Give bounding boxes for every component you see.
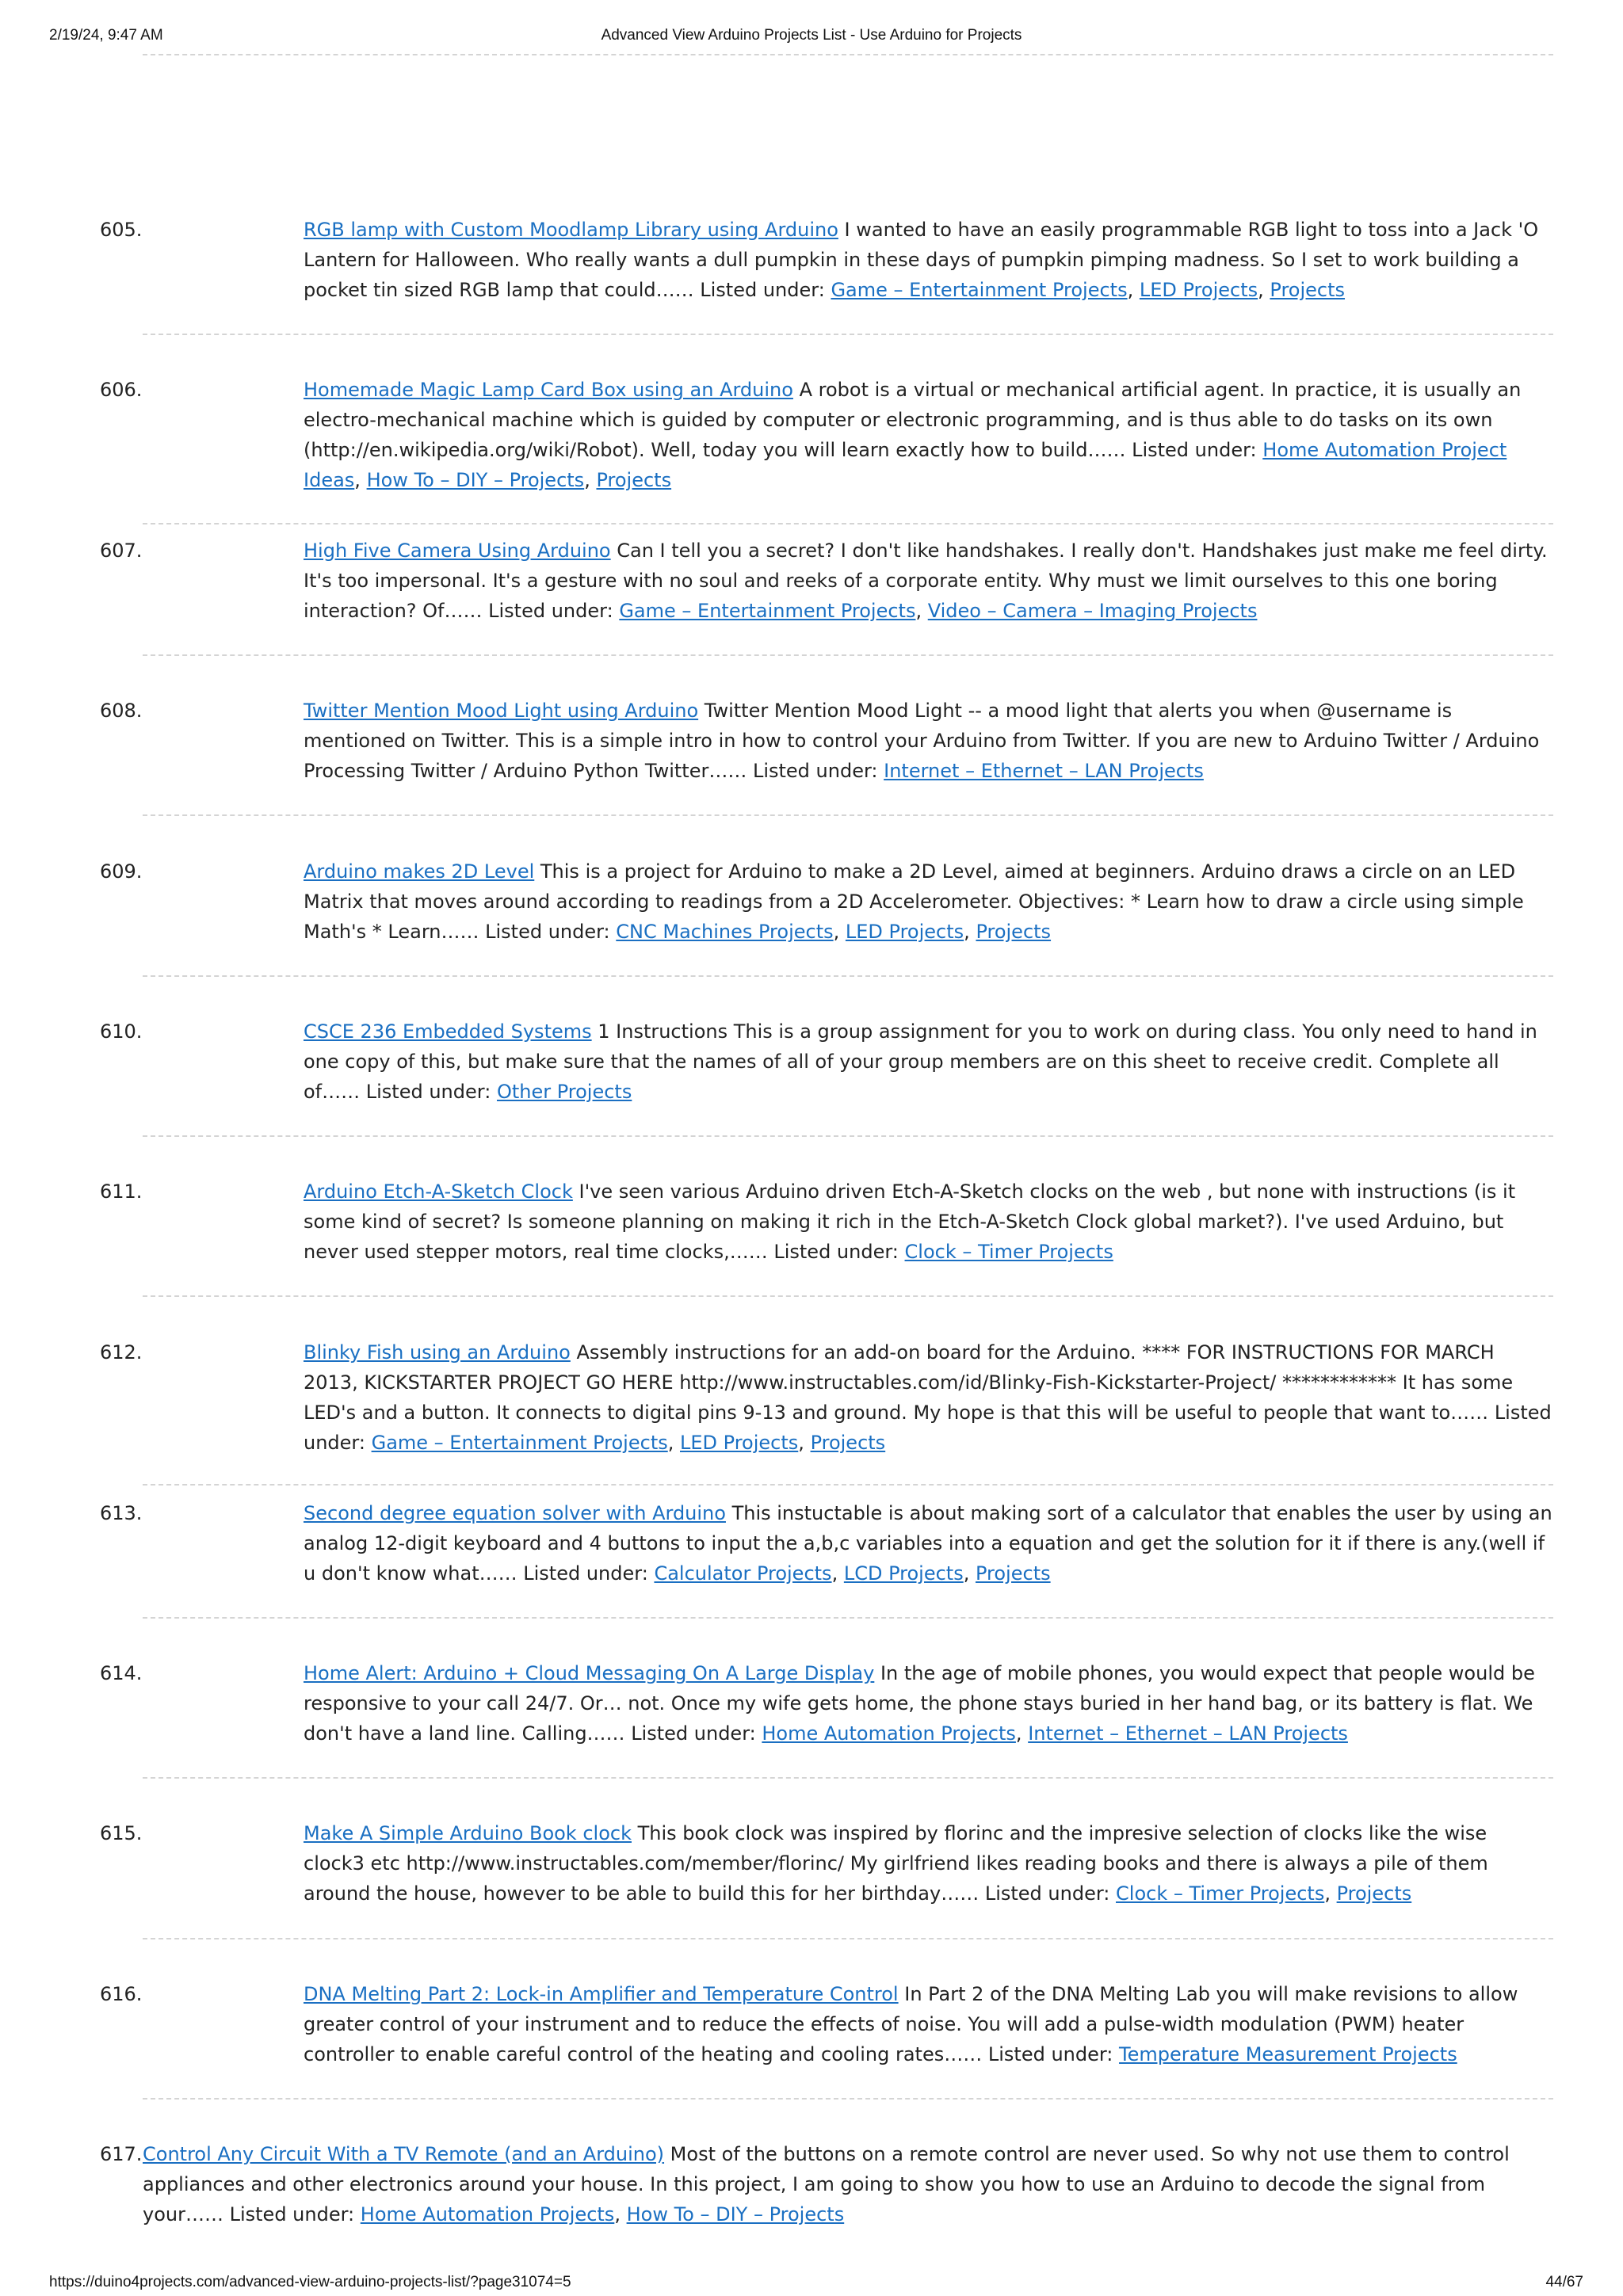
item-body — [304, 1177, 1553, 1267]
item-number: 616. — [100, 1983, 143, 2005]
entry-divider — [143, 334, 1553, 335]
item-body — [304, 1979, 1553, 2069]
category-separator: , — [833, 921, 840, 943]
listed-under-label: Listed under: — [229, 2203, 355, 2225]
category-link[interactable]: Game – Entertainment Projects — [831, 279, 1128, 301]
entry-divider — [143, 1295, 1553, 1297]
listed-under-label: Listed under: — [984, 1882, 1110, 1905]
project-title-link[interactable]: Twitter Mention Mood Light using Arduino — [304, 700, 699, 722]
item-body — [304, 1658, 1553, 1749]
category-link[interactable]: Projects — [1336, 1882, 1412, 1905]
listed-under-label: Listed under: — [488, 600, 613, 622]
list-item — [100, 2139, 1553, 2229]
item-body — [304, 1337, 1553, 1458]
entry-divider — [143, 654, 1553, 656]
category-link[interactable]: Internet – Ethernet – LAN Projects — [884, 760, 1204, 782]
item-number: 608. — [100, 700, 143, 722]
category-link[interactable]: Projects — [976, 921, 1052, 943]
item-body — [304, 215, 1553, 305]
category-separator: , — [584, 469, 590, 491]
project-description: I wanted to have an easily programmable RGB light to toss into a Jack 'O Lantern for Halloween. Who really wants a dull pumpkin in these days of pumpkin pimping madness. So I set to work building a pocket tin sized RGB lamp that could…… — [304, 219, 1539, 301]
project-description: In Part 2 of the DNA Melting Lab you will make revisions to allow greater control of your instrument and to reduce the effects of noise. You will add a pulse-width modulation (PWM) heater controller to enable careful control of the heating and cooling rates…… — [304, 1983, 1518, 2065]
category-link[interactable]: Projects — [975, 1562, 1051, 1585]
print-datetime: 2/19/24, 9:47 AM — [49, 27, 163, 44]
entry-divider — [143, 1777, 1553, 1779]
item-number: 612. — [100, 1341, 143, 1363]
item-number: 606. — [100, 379, 143, 401]
list-item — [100, 1818, 1553, 1909]
item-number: 607. — [100, 540, 143, 562]
category-link[interactable]: LED Projects — [680, 1432, 799, 1454]
item-body — [143, 2139, 1553, 2229]
entry-divider — [143, 523, 1553, 524]
category-link[interactable]: Game – Entertainment Projects — [619, 600, 916, 622]
list-item — [100, 696, 1553, 786]
page-number: 44/67 — [1545, 2274, 1583, 2290]
item-body — [304, 696, 1553, 786]
item-body — [304, 856, 1553, 947]
category-link[interactable]: Calculator Projects — [654, 1562, 832, 1585]
category-link[interactable]: Internet – Ethernet – LAN Projects — [1028, 1722, 1348, 1745]
item-number: 610. — [100, 1020, 143, 1043]
item-body — [304, 375, 1553, 495]
project-description: In the age of mobile phones, you would expect that people would be responsive to your call 24/7. Or… not. Once my wife gets home, the phone stays buried in her hand bag, or its battery is flat. We don't have a land line. Calling…… — [304, 1662, 1535, 1745]
list-item — [100, 1658, 1553, 1749]
entry-divider — [143, 1135, 1553, 1137]
category-separator: , — [1324, 1882, 1331, 1905]
listed-under-label: Listed under: — [987, 2043, 1113, 2065]
item-number: 609. — [100, 860, 143, 883]
category-link[interactable]: CNC Machines Projects — [616, 921, 834, 943]
project-description: Twitter Mention Mood Light -- a mood light that alerts you when @username is mentioned on Twitter. This is a simple intro in how to control your Arduino from Twitter. If you are new to Arduino Twitter / Arduino Processing Twitter / Arduino Python Twitter…… — [304, 700, 1540, 782]
category-link[interactable]: How To – DIY – Projects — [626, 2203, 845, 2225]
category-link[interactable]: LCD Projects — [843, 1562, 964, 1585]
category-link[interactable]: Home Automation Projects — [762, 1722, 1016, 1745]
category-link[interactable]: Video – Camera – Imaging Projects — [927, 600, 1258, 622]
project-description: A robot is a virtual or mechanical artificial agent. In practice, it is usually an electro-mechanical machine which is guided by computer or electronic programming, and is thus able to do tasks on its own (http://en.wikipedia.org/wiki/Robot). Well, today you will learn exactly how to build…… — [304, 379, 1522, 461]
entry-divider — [143, 2098, 1553, 2100]
item-number: 613. — [100, 1502, 143, 1524]
category-link[interactable]: Projects — [1270, 279, 1346, 301]
project-description: This book clock was inspired by florinc and the impresive selection of clocks like the wise clock3 etc http://www.instructables.com/member/florinc/ My girlfriend likes reading books and there is always a pile of them around the house, however to be able to build this for her birthday…… — [304, 1822, 1488, 1905]
item-body — [304, 1498, 1553, 1589]
list-item — [100, 1177, 1553, 1267]
item-body — [304, 1016, 1553, 1107]
project-description: 1 Instructions This is a group assignment for you to work on during class. You only need to hand in one copy of this, but make sure that the names of all of your group members are on this sheet to receive credit. Complete all of…… — [304, 1020, 1537, 1103]
listed-under-label: Listed under: — [752, 760, 878, 782]
item-number: 617. — [100, 2143, 143, 2165]
project-title-link[interactable]: Arduino makes 2D Level — [304, 860, 535, 883]
project-description: This is a project for Arduino to make a 2D Level, aimed at beginners. Arduino draws a circle on an LED Matrix that moves around according to readings from a 2D Accelerometer. Objectives: * Learn how to draw a circle using simple Math's * Learn…… — [304, 860, 1524, 943]
category-link[interactable]: How To – DIY – Projects — [366, 469, 585, 491]
listed-under-label: Listed under: — [700, 279, 825, 301]
project-title-link[interactable]: Blinky Fish using an Arduino — [304, 1341, 571, 1363]
category-separator: , — [964, 921, 970, 943]
list-item — [100, 1979, 1553, 2069]
category-link[interactable]: Home Automation Projects — [360, 2203, 615, 2225]
category-link[interactable]: Temperature Measurement Projects — [1119, 2043, 1457, 2065]
listed-under-label: Listed under: — [1132, 439, 1257, 461]
category-separator: , — [798, 1432, 804, 1454]
print-header — [0, 27, 1623, 48]
category-link[interactable]: Clock – Timer Projects — [1116, 1882, 1325, 1905]
print-page-title: Advanced View Arduino Projects List - Use Arduino for Projects — [601, 27, 1022, 44]
category-separator: , — [1258, 279, 1264, 301]
category-link[interactable]: LED Projects — [845, 921, 964, 943]
item-number: 605. — [100, 219, 143, 241]
category-separator: , — [354, 469, 361, 491]
category-separator: , — [667, 1432, 674, 1454]
project-title-link[interactable]: Homemade Magic Lamp Card Box using an Arduino — [304, 379, 793, 401]
list-item — [100, 1337, 1553, 1458]
project-description: I've seen various Arduino driven Etch-A-Sketch clocks on the web , but none with instructions (is it some kind of secret? Is someone planning on making it rich in the Etch-A-Sketch Clock global market?). I've used Arduino, but never used stepper motors, real time clocks,…… — [304, 1180, 1516, 1263]
project-title-link[interactable]: Arduino Etch-A-Sketch Clock — [304, 1180, 573, 1203]
item-number: 614. — [100, 1662, 143, 1684]
project-title-link[interactable]: RGB lamp with Custom Moodlamp Library using Arduino — [304, 219, 838, 241]
entry-divider — [143, 1484, 1553, 1486]
project-title-link[interactable]: DNA Melting Part 2: Lock-in Amplifier and Temperature Control — [304, 1983, 899, 2005]
category-separator: , — [831, 1562, 838, 1585]
category-link[interactable]: Game – Entertainment Projects — [371, 1432, 668, 1454]
entry-divider — [143, 1938, 1553, 1939]
project-description: Can I tell you a secret? I don't like handshakes. I really don't. Handshakes just make me feel dirty. It's too impersonal. It's a gesture with no soul and reeks of a corporate entity. Why must we limit ourselves to this one boring interaction? Of…… — [304, 540, 1548, 622]
list-item — [100, 856, 1553, 947]
entry-divider — [143, 814, 1553, 816]
category-link[interactable]: Clock – Timer Projects — [904, 1241, 1113, 1263]
category-separator: , — [1127, 279, 1134, 301]
category-link[interactable]: Other Projects — [496, 1081, 632, 1103]
entry-divider — [143, 1617, 1553, 1619]
item-number: 611. — [100, 1180, 143, 1203]
category-separator: , — [915, 600, 922, 622]
category-separator: , — [1015, 1722, 1022, 1745]
listed-under-label: Listed under: — [485, 921, 610, 943]
project-title-link[interactable]: Home Alert: Arduino + Cloud Messaging On A Large Display — [304, 1662, 875, 1684]
list-item — [100, 1498, 1553, 1589]
listed-under-label: Listed under: — [304, 1402, 1552, 1454]
project-title-link[interactable]: High Five Camera Using Arduino — [304, 540, 611, 562]
print-footer — [0, 2274, 1623, 2294]
project-title-link[interactable]: Control Any Circuit With a TV Remote (and an Arduino) — [143, 2143, 665, 2165]
category-link[interactable]: Projects — [810, 1432, 886, 1454]
list-item — [100, 375, 1553, 495]
item-body — [304, 536, 1553, 626]
project-title-link[interactable]: CSCE 236 Embedded Systems — [304, 1020, 592, 1043]
listed-under-label: Listed under: — [523, 1562, 648, 1585]
listed-under-label: Listed under: — [631, 1722, 756, 1745]
listed-under-label: Listed under: — [773, 1241, 899, 1263]
item-body — [304, 1818, 1553, 1909]
listed-under-label: Listed under: — [365, 1081, 491, 1103]
project-description: Assembly instructions for an add-on board for the Arduino. **** FOR INSTRUCTIONS FOR MARCH 2013, KICKSTARTER PROJECT GO HERE http://www.instructables.com/id/Blinky-Fish-Kickstarter-Project/ ************ It has some LED's and a button. It connects to digital pins 9-13 and ground. My hope is that this will be useful to people that want to…… — [304, 1341, 1514, 1424]
print-url: https://duino4projects.com/advanced-view-arduino-projects-list/?page31074=5 — [49, 2274, 571, 2290]
list-item — [100, 1016, 1553, 1107]
category-link[interactable]: Home Automation Project Ideas — [304, 439, 1507, 491]
category-link[interactable]: LED Projects — [1139, 279, 1258, 301]
project-title-link[interactable]: Second degree equation solver with Arduino — [304, 1502, 726, 1524]
category-link[interactable]: Projects — [596, 469, 672, 491]
entry-divider — [143, 975, 1553, 977]
top-divider — [143, 54, 1553, 55]
list-item — [100, 536, 1553, 626]
list-item — [100, 215, 1553, 305]
project-description: Most of the buttons on a remote control are never used. So why not use them to control appliances and other electronics around your house. In this project, I am going to show you how to use an Arduino to decode the signal from your…… — [143, 2143, 1510, 2225]
project-description: This instuctable is about making sort of a calculator that enables the user by using an analog 12-digit keyboard and 4 buttons to input the a,b,c variables into a equation and get the solution for it if there is any.(well if u don't know what…… — [304, 1502, 1552, 1585]
category-separator: , — [963, 1562, 970, 1585]
category-separator: , — [614, 2203, 621, 2225]
item-number: 615. — [100, 1822, 143, 1844]
project-title-link[interactable]: Make A Simple Arduino Book clock — [304, 1822, 632, 1844]
